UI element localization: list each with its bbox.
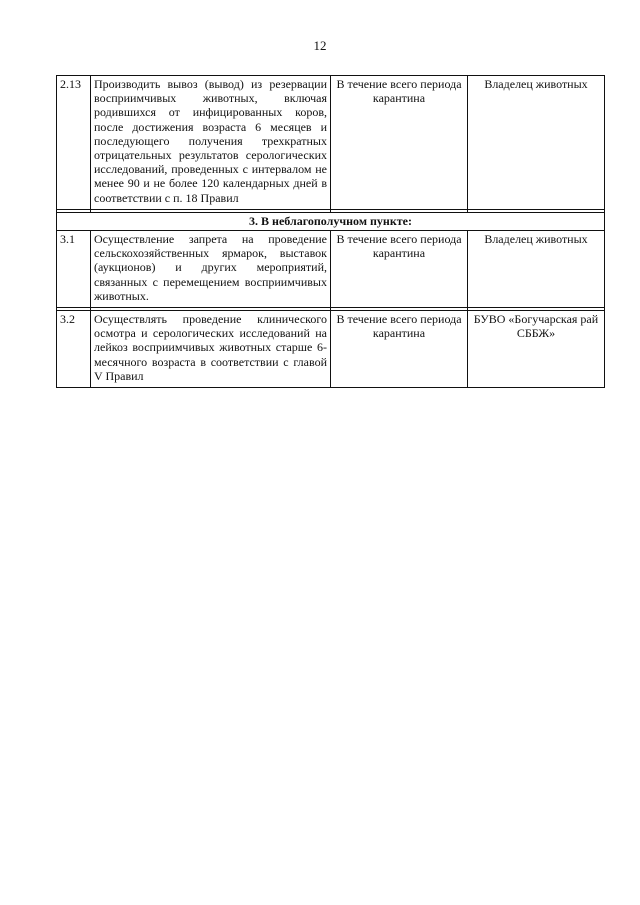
row-responsible: БУВО «Богучарская рай СББЖ» [468, 311, 605, 388]
row-number: 3.1 [57, 231, 91, 308]
row-term: В течение всего периода карантина [331, 76, 468, 210]
row-term: В течение всего периода карантина [331, 231, 468, 308]
row-action: Производить вывоз (вывод) из резервации восприимчивых животных, включая родившихся от инфицированных коров, после достижения возраста 6 месяцев и последующего получения трехкратных отрицательных результатов серологических исследований, проведенных с интервалом не менее 90 и не более 120 календарных дней в соответствии с п. 18 Правил [91, 76, 331, 210]
row-action: Осуществлять проведение клинического осмотра и серологических исследований на лейкоз восприимчивых животных старше 6-месячного возраста в соответствии с главой V Правил [91, 311, 331, 388]
table-row [57, 76, 605, 210]
row-responsible: Владелец животных [468, 76, 605, 210]
page-number: 12 [313, 38, 327, 53]
section-header-row [57, 212, 605, 230]
table-row [57, 311, 605, 388]
row-term: В течение всего периода карантина [331, 311, 468, 388]
measures-table [56, 75, 605, 388]
table-row [57, 231, 605, 308]
section-title: 3. В неблагополучном пункте: [57, 212, 605, 230]
row-number: 2.13 [57, 76, 91, 210]
row-responsible: Владелец животных [468, 231, 605, 308]
row-number: 3.2 [57, 311, 91, 388]
row-action: Осуществление запрета на проведение сельскохозяйственных ярмарок, выставок (аукционов) и других мероприятий, связанных с перемещением восприимчивых животных. [91, 231, 331, 308]
